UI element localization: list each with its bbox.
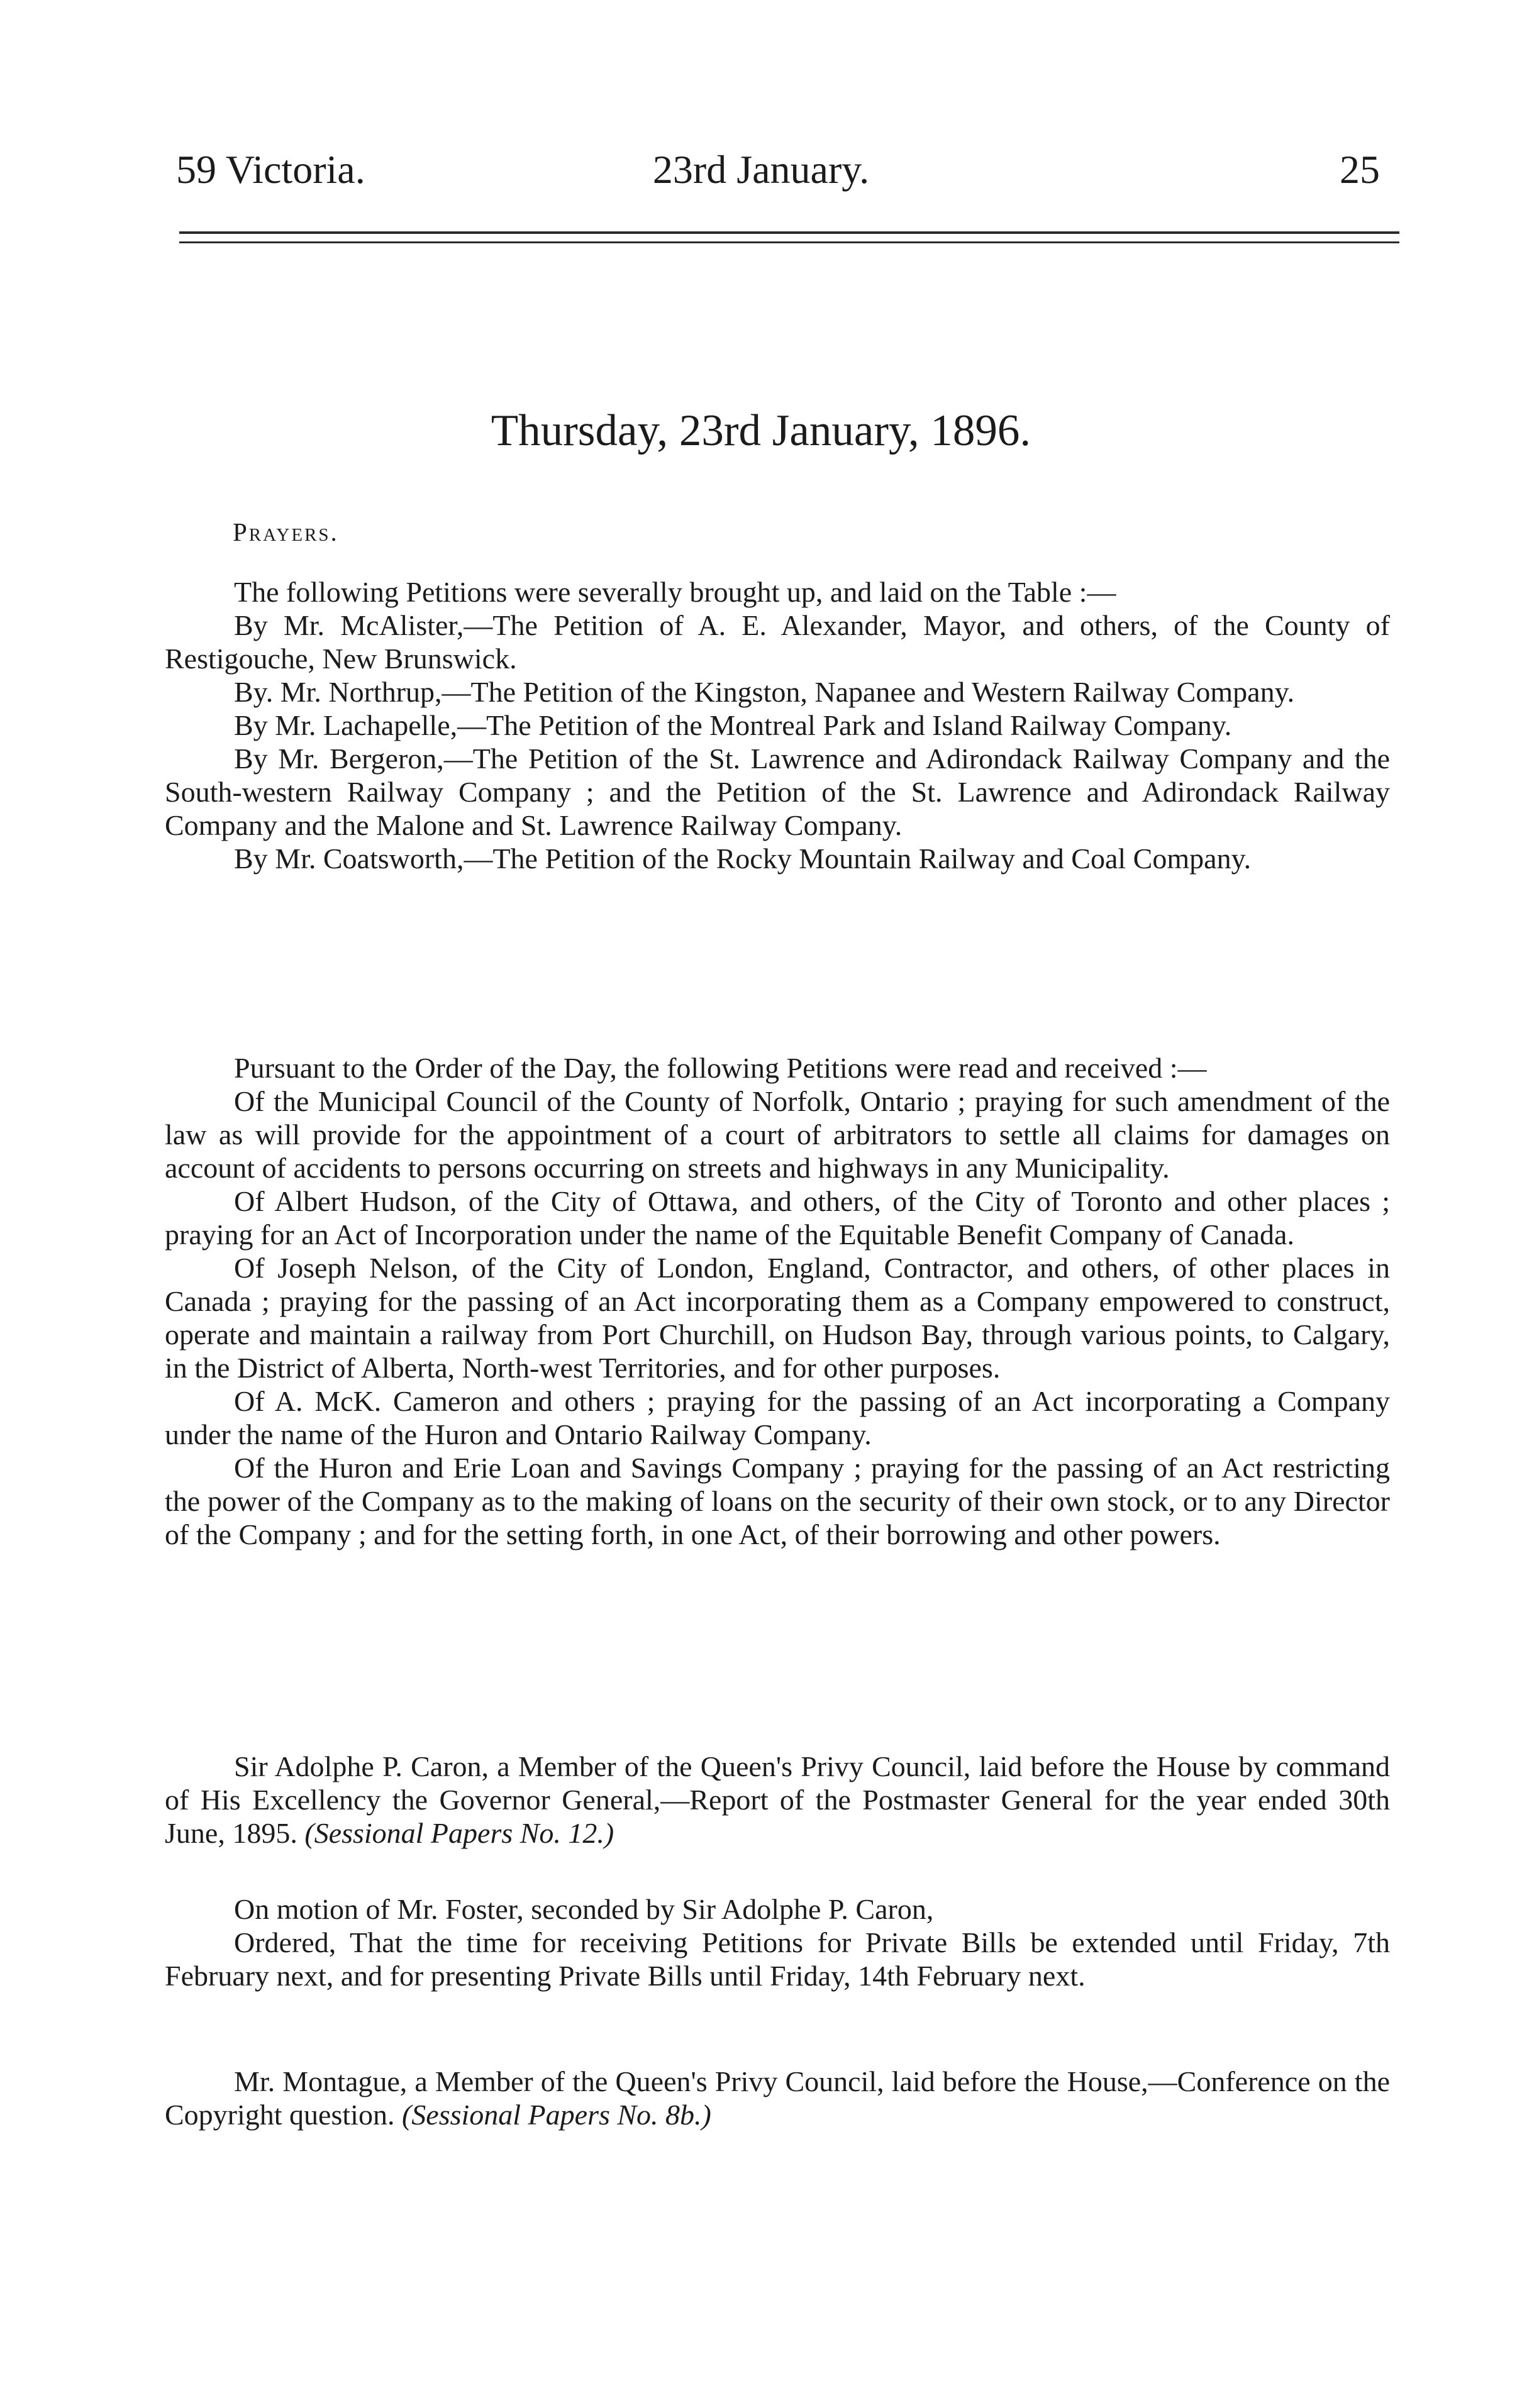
petition-item: By Mr. Coatsworth,—The Petition of the Rocky Mountain Railway and Coal Company.	[234, 842, 1252, 875]
petition-item: By. Mr. Northrup,—The Petition of the Kingston, Napanee and Western Railway Company.	[234, 676, 1295, 708]
petition-item: By Mr. Bergeron,—The Petition of the St. Lawrence and Adirondack Railway Company and the South-western Railway Company ; and the Petition of the St. Lawrence and Adirondack Railway Company and the Malone and St. Lawrence Railway Company.	[165, 743, 1390, 841]
sessional-paper-citation: (Sessional Papers No. 12.)	[304, 1817, 614, 1849]
prayers-heading: Prayers.	[233, 517, 339, 546]
petition-item: By Mr. McAlister,—The Petition of A. E. Alexander, Mayor, and others, of the County of Restigouche, New Brunswick.	[165, 609, 1390, 675]
received-petition-item: Of the Municipal Council of the County of Norfolk, Ontario ; praying for such amendment of the law as will provide for the appointment of a court of arbitrators to settle all claims for damages on account of accidents to persons occurring on streets and highways in any Municipality.	[165, 1085, 1390, 1184]
sitting-date-heading: Thursday, 23rd January, 1896.	[491, 406, 1031, 455]
montague-text: Mr. Montague, a Member of the Queen's Privy Council, laid before the House,—Conference on the Copyright question.	[165, 2065, 1390, 2131]
running-head-session: 59 Victoria.	[176, 147, 365, 192]
petition-item: By Mr. Lachapelle,—The Petition of the Montreal Park and Island Railway Company.	[234, 709, 1232, 741]
received-petition-item: Of Joseph Nelson, of the City of London, England, Contractor, and others, of other places in Canada ; praying for the passing of an Act incorporating them as a Company empowered to construct, operate and maintain a railway from Port Churchill, on Hudson Bay, through various points, to Calgary, in the District of Alberta, North-west Territories, and for other purposes.	[165, 1252, 1390, 1384]
petitions-received-intro: Pursuant to the Order of the Day, the following Petitions were read and received :—	[234, 1052, 1207, 1084]
order-paragraph: Ordered, That the time for receiving Petitions for Private Bills be extended until Friday, 7th February next, and for presenting Private Bills until Friday, 14th February next.	[165, 1926, 1390, 1992]
montague-section	[165, 2065, 1390, 2131]
received-petition-item: Of A. McK. Cameron and others ; praying for the passing of an Act incorporating a Company under the name of the Huron and Ontario Railway Company.	[165, 1385, 1390, 1450]
caron-report-paragraph	[165, 1750, 1390, 1850]
montague-paragraph	[165, 2065, 1390, 2131]
petitions-received-section	[165, 1051, 1390, 1551]
received-petition-item: Of Albert Hudson, of the City of Ottawa, and others, of the City of Toronto and other places ; praying for an Act of Incorporation under the name of the Equitable Benefit Company of Canada.	[165, 1185, 1390, 1251]
sessional-paper-citation: (Sessional Papers No. 8b.)	[401, 2099, 711, 2131]
page-number: 25	[1340, 147, 1380, 192]
header-rule	[179, 231, 1399, 234]
running-head-date: 23rd January.	[652, 147, 870, 192]
petitions-presented-section	[165, 575, 1390, 875]
motion-line: On motion of Mr. Foster, seconded by Sir Adolphe P. Caron,	[234, 1893, 934, 1925]
caron-report-text: Sir Adolphe P. Caron, a Member of the Queen's Privy Council, laid before the House by command of His Excellency the Governor General,—Report of the Postmaster General for the year ended 30th June, 1895.	[165, 1750, 1390, 1849]
header-rule-lower	[179, 241, 1399, 243]
petitions-presented-intro: The following Petitions were severally brought up, and laid on the Table :—	[234, 576, 1116, 608]
received-petition-item: Of the Huron and Erie Loan and Savings Company ; praying for the passing of an Act restricting the power of the Company as to the making of loans on the security of their own stock, or to any Director of the Company ; and for the setting forth, in one Act, of their borrowing and other powers.	[165, 1452, 1390, 1550]
caron-report-section	[165, 1750, 1390, 1850]
motion-section	[165, 1892, 1390, 1992]
